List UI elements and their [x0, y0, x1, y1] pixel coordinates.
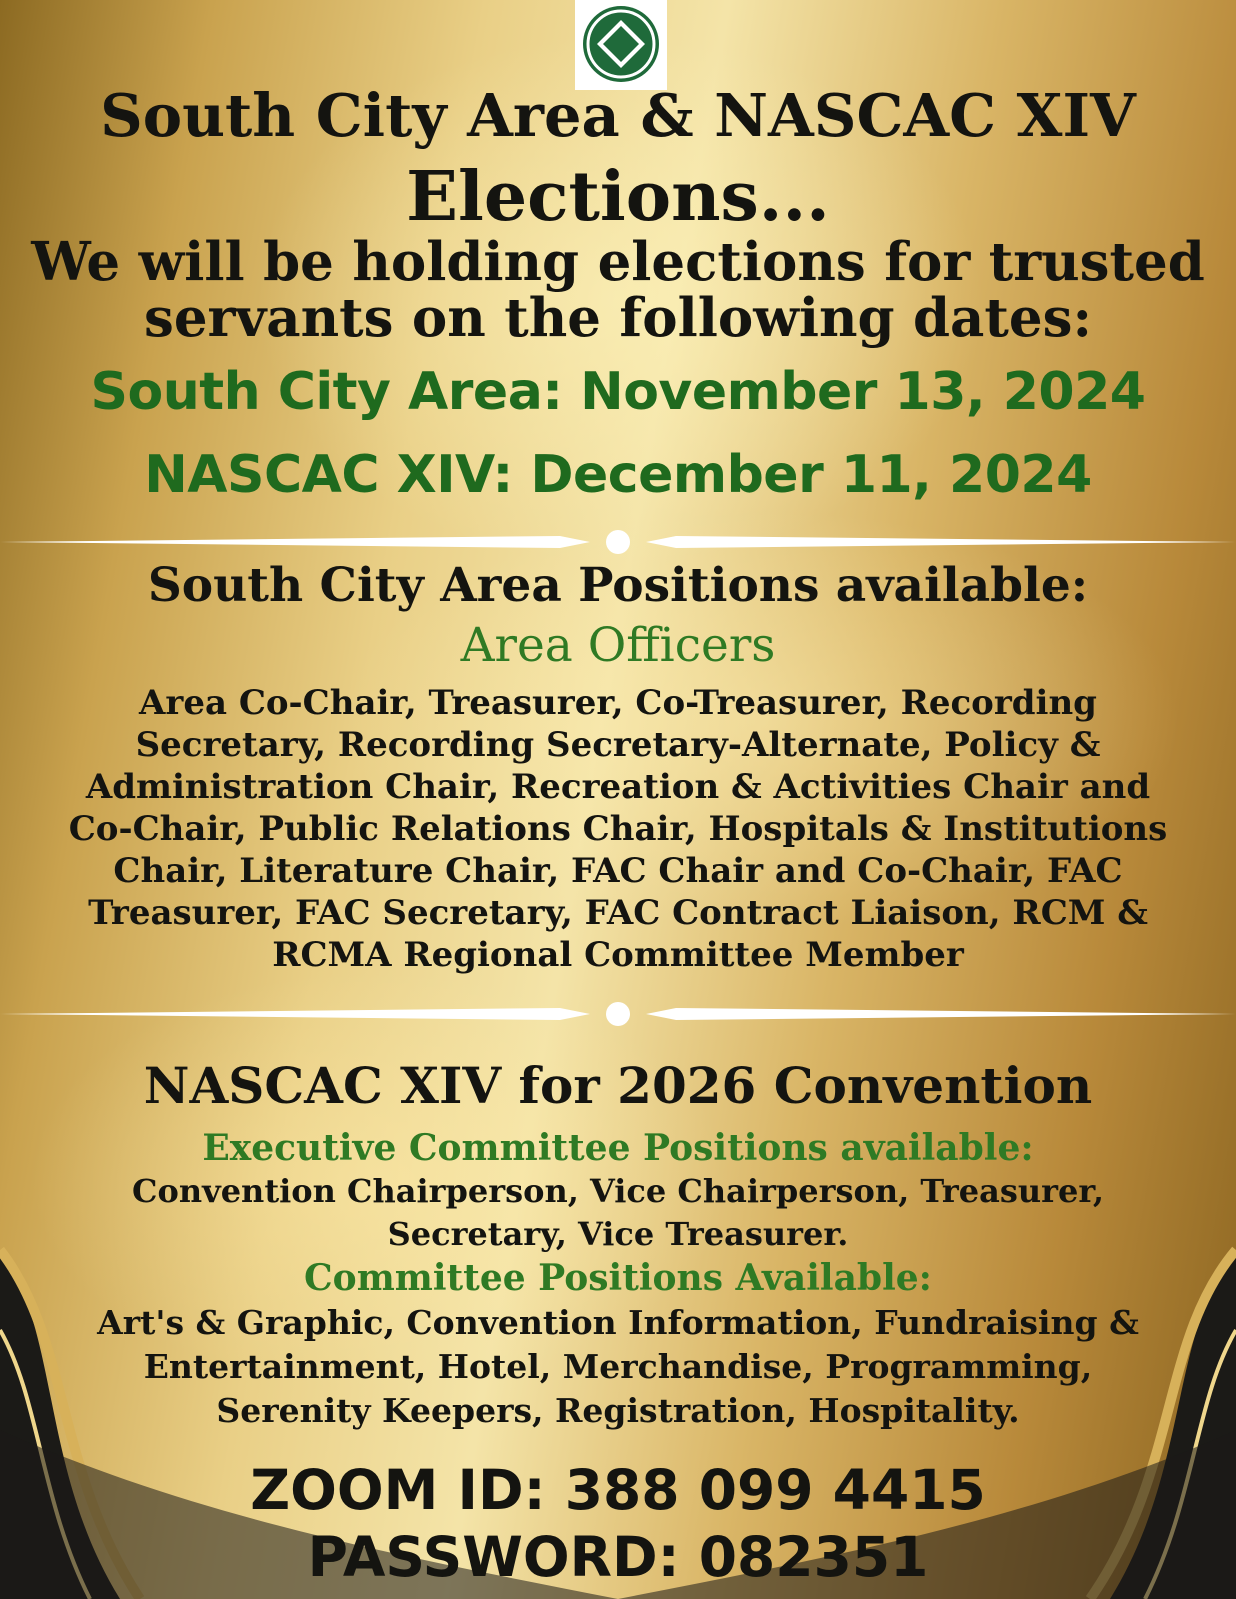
area-positions-line: Administration Chair, Recreation & Activities Chair and [85, 767, 1151, 807]
area-positions-line: RCMA Regional Committee Member [272, 935, 964, 975]
logo-icon [575, 0, 667, 90]
divider-ornament [0, 522, 1236, 562]
south-city-date: South City Area: November 13, 2024 [90, 362, 1146, 422]
nascac-heading: NASCAC XIV for 2026 Convention [143, 1056, 1093, 1115]
intro-line-1: We will be holding elections for trusted [31, 231, 1205, 293]
area-positions-line: Chair, Literature Chair, FAC Chair and Co-Chair, FAC [113, 851, 1123, 891]
committee-positions-line: Serenity Keepers, Registration, Hospitality. [216, 1391, 1020, 1430]
exec-committee-heading: Executive Committee Positions available: [202, 1127, 1034, 1169]
na-diamond-logo [575, 0, 667, 90]
zoom-id: ZOOM ID: 388 099 4415 [250, 1458, 986, 1522]
nascac-date: NASCAC XIV: December 11, 2024 [144, 445, 1092, 505]
exec-positions-line: Secretary, Vice Treasurer. [387, 1215, 849, 1253]
area-positions-line: Co-Chair, Public Relations Chair, Hospitals & Institutions [68, 809, 1168, 849]
intro-line-2: servants on the following dates: [143, 287, 1093, 349]
title-line-1: South City Area & NASCAC XIV [100, 81, 1136, 150]
area-positions-line: Area Co-Chair, Treasurer, Co-Treasurer, Recording [139, 683, 1097, 723]
title-line-2: Elections... [406, 157, 830, 237]
committee-positions-line: Entertainment, Hotel, Merchandise, Programming, [143, 1347, 1093, 1386]
zoom-password: PASSWORD: 082351 [307, 1525, 929, 1589]
exec-positions-line: Convention Chairperson, Vice Chairperson, Treasurer, [132, 1172, 1104, 1210]
area-positions-line: Treasurer, FAC Secretary, FAC Contract Liaison, RCM & [88, 893, 1148, 933]
area-officers-heading: Area Officers [460, 618, 776, 673]
committee-positions-line: Art's & Graphic, Convention Information, Fundraising & [97, 1303, 1139, 1342]
area-positions-heading: South City Area Positions available: [147, 558, 1089, 613]
divider-ornament [0, 994, 1236, 1034]
area-positions-line: Secretary, Recording Secretary-Alternate, Policy & [135, 725, 1101, 765]
committee-heading: Committee Positions Available: [304, 1257, 932, 1299]
